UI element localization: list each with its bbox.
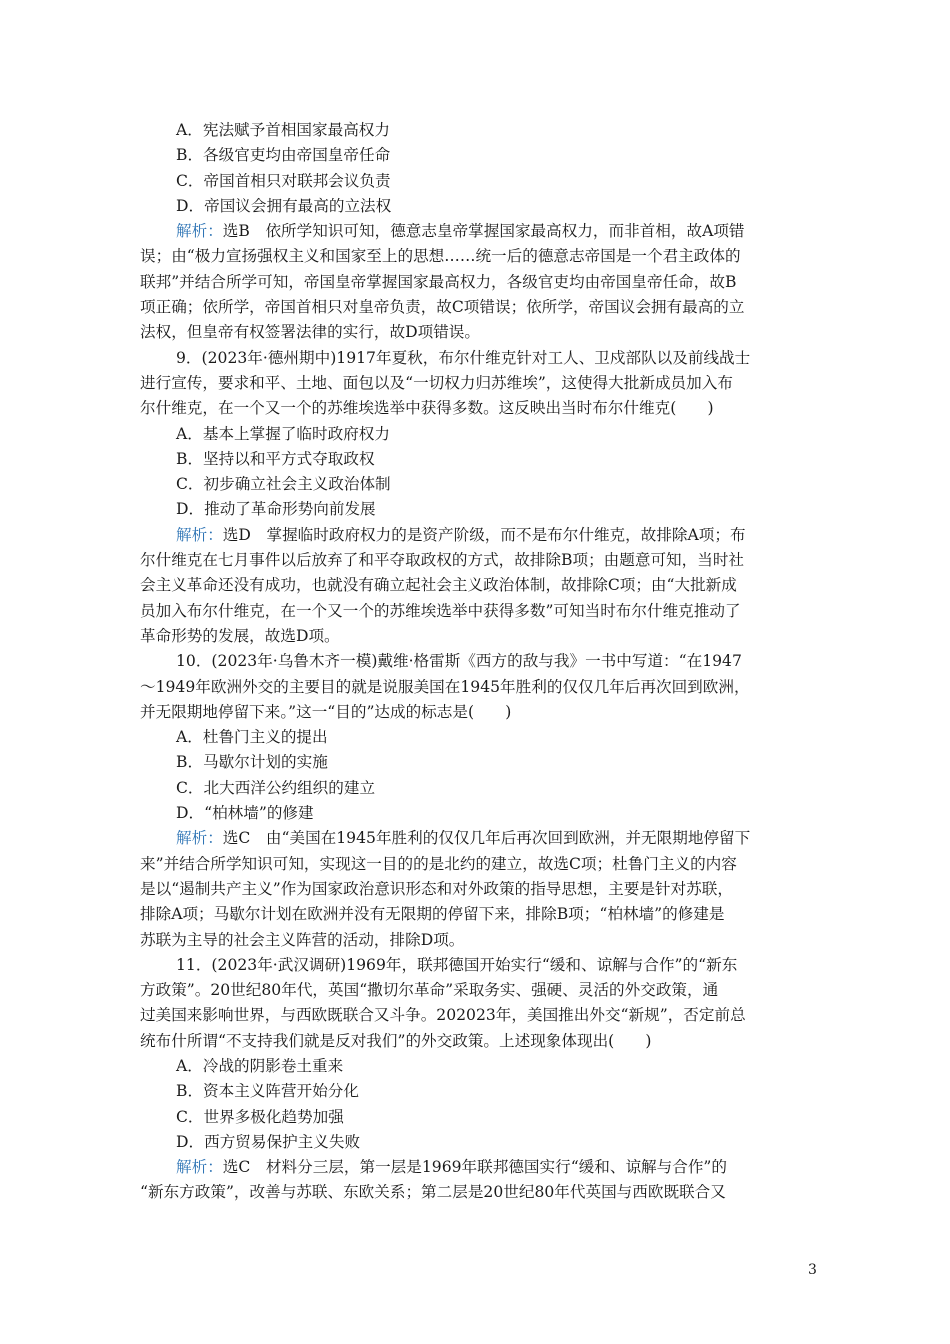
q11-stem-line: 统布什所谓“不支持我们就是反对我们”的外交政策。上述现象体现出( ): [140, 1031, 652, 1050]
q10-option-d: D．“柏林墙”的修建: [176, 804, 314, 823]
q9-option-b: B．坚持以和平方式夺取政权: [176, 449, 375, 468]
q8-analysis-line: 法权，但皇帝有权签署法律的实行，故D项错误。: [140, 323, 480, 342]
q11-analysis-line: “新东方政策”，改善与苏联、东欧关系；第二层是20世纪80年代英国与西欧既联合又: [140, 1183, 726, 1202]
q10-stem-line: 10．(2023年·乌鲁木齐一模)戴维·格雷斯《西方的敌与我》一书中写道：“在1947: [176, 652, 742, 671]
q11-option-c: C．世界多极化趋势加强: [176, 1107, 344, 1126]
analysis-text: 选C 由“美国在1945年胜利的仅仅几年后再次回到欧洲，并无限期地停留下: [222, 829, 751, 848]
q10-analysis-line: 是以“遏制共产主义”作为国家政治意识形态和对外政策的指导思想，主要是针对苏联，: [140, 879, 733, 898]
q11-option-b: B．资本主义阵营开始分化: [176, 1082, 359, 1101]
q11-option-a: A．冷战的阴影卷土重来: [176, 1056, 344, 1075]
q9-analysis-line: [140, 523, 810, 548]
q8-option-d: D．帝国议会拥有最高的立法权: [176, 196, 392, 215]
q10-analysis-line: 来”并结合所学知识可知，实现这一目的的是北约的建立，故选C项；杜鲁门主义的内容: [140, 854, 737, 873]
q9-option-a: A．基本上掌握了临时政府权力: [176, 424, 390, 443]
q9-stem-line: 进行宣传，要求和平、土地、面包以及“一切权力归苏维埃”，这使得大批新成员加入布: [140, 373, 733, 392]
q9-analysis-line: 会主义革命还没有成功，也就没有确立起社会主义政治体制，故排除C项；由“大批新成: [140, 576, 737, 595]
analysis-text: 选B 依所学知识可知，德意志皇帝掌握国家最高权力，而非首相，故A项错: [222, 222, 745, 241]
q11-analysis-line: [140, 1155, 810, 1180]
analysis-text: 选D 掌握临时政府权力的是资产阶级，而不是布尔什维克，故排除A项；布: [222, 525, 746, 544]
q8-option-b: B．各级官吏均由帝国皇帝任命: [176, 146, 391, 165]
q8-analysis-line: 项正确；依所学，帝国首相只对皇帝负责，故C项错误；依所学，帝国议会拥有最高的立: [140, 298, 745, 317]
analysis-text: 选C 材料分三层，第一层是1969年联邦德国实行“缓和、谅解与合作”的: [222, 1158, 727, 1177]
page-number: 3: [808, 1262, 817, 1278]
analysis-label: 解析：: [176, 222, 223, 241]
q10-stem-line: ～1949年欧洲外交的主要目的就是说服美国在1945年胜利的仅仅几年后再次回到欧洲，: [140, 677, 750, 696]
q8-option-c: C．帝国首相只对联邦会议负责: [176, 171, 391, 190]
q10-option-c: C．北大西洋公约组织的建立: [176, 778, 376, 797]
q10-analysis-line: [140, 826, 810, 851]
q10-analysis-line: 排除A项；马歇尔计划在欧洲并没有无限期的停留下来，排除B项；“柏林墙”的修建是: [140, 905, 725, 924]
q8-analysis-line: 误；由“极力宣扬强权主义和国家至上的思想……统一后的德意志帝国是一个君主政体的: [140, 247, 741, 266]
q11-stem-line: 11．(2023年·武汉调研)1969年，联邦德国开始实行“缓和、谅解与合作”的“新东: [176, 955, 738, 974]
q9-analysis-line: 尔什维克在七月事件以后放弃了和平夺取政权的方式，故排除B项；由题意可知，当时社: [140, 551, 745, 570]
q11-stem-line: 方政策”。20世纪80年代，英国“撒切尔革命”采取务实、强硬、灵活的外交政策，通: [140, 981, 719, 1000]
page-content: [140, 118, 810, 1206]
q8-option-a: A．宪法赋予首相国家最高权力: [176, 121, 390, 139]
q10-option-b: B．马歇尔计划的实施: [176, 753, 328, 772]
q9-stem-line: 9．(2023年·德州期中)1917年夏秋，布尔什维克针对工人、卫戍部队以及前线战士: [176, 348, 751, 367]
q10-stem-line: 并无限期地停留下来。”这一“目的”达成的标志是( ): [140, 702, 512, 721]
q8-analysis-line: [140, 219, 810, 244]
q9-option-d: D．推动了革命形势向前发展: [176, 500, 376, 519]
analysis-label: 解析：: [176, 829, 223, 848]
q11-stem-line: 过美国来影响世界，与西欧既联合又斗争。202023年，美国推出外交“新规”，否定前总: [140, 1006, 746, 1025]
q10-option-a: A．杜鲁门主义的提出: [176, 728, 328, 747]
analysis-label: 解析：: [176, 1158, 223, 1177]
q9-analysis-line: 员加入布尔什维克，在一个又一个的苏维埃选举中获得多数”可知当时布尔什维克推动了: [140, 601, 741, 620]
q10-analysis-line: 苏联为主导的社会主义阵营的活动，排除D项。: [140, 930, 465, 949]
q9-analysis-line: 革命形势的发展，故选D项。: [140, 626, 340, 645]
analysis-label: 解析：: [176, 525, 223, 544]
q8-analysis-line: 联邦”并结合所学可知，帝国皇帝掌握国家最高权力，各级官吏均由帝国皇帝任命，故B: [140, 272, 737, 291]
q11-option-d: D．西方贸易保护主义失败: [176, 1132, 361, 1151]
q9-option-c: C．初步确立社会主义政治体制: [176, 475, 391, 494]
q9-stem-line: 尔什维克，在一个又一个的苏维埃选举中获得多数。这反映出当时布尔什维克( ): [140, 399, 714, 418]
